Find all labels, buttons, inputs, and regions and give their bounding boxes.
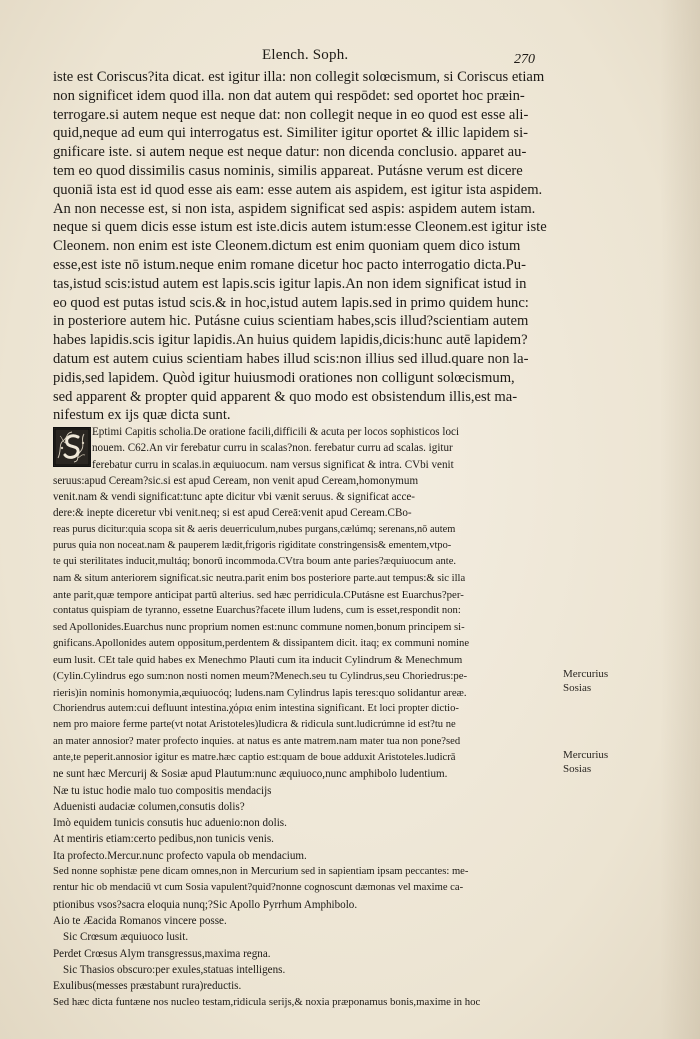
margin-note-line: Mercurius: [563, 668, 609, 680]
scholia-line: Sed nonne sophistæ pene dicam omnes,non in Mercurium sed in sapientiam ipsam peccantes: me-: [53, 866, 469, 878]
scholia-line: ante,te peperit.annosior igitur es matre.hæc captio est:quam de boue adduxit Aristoteles.ludicrā: [53, 751, 456, 763]
scholia-line: venit.nam & vendi significat:tunc apte dicitur vbi vænit seruus. & significat acce-: [53, 491, 415, 504]
main-text-line: pidis,sed lapidem. Quòd igitur huiusmodi orationes non colligunt solœcismum,: [53, 369, 515, 386]
scholia-line: contatus quispiam de tyranno, essetne Euarchus?facete illum ludens, cum is esset,respondit non:: [53, 605, 461, 617]
margin-note-line: Sosias: [563, 763, 592, 775]
main-text-line: quoniā ista est id quod esse ais eam: esse autem ais aspidem, est igitur ista aspidem.: [53, 181, 543, 198]
scholia-line: ne sunt hæc Mercurij & Sosiæ apud Plautum:nunc æquiuoco,nunc amphibolo ludentium.: [53, 768, 448, 781]
main-text-line: Cleonem. non enim est iste Cleonem.dictum est enim quoniam quem dico istum: [53, 238, 521, 255]
scholia-line: gnificans.Apollonides autem oppositum,perdentem & dissipantem dicit. itaq; ex communi nomine: [53, 637, 470, 649]
verse-line: Imò equidem tunicis consutis huc aduenio:non dolis.: [53, 817, 287, 830]
scholia-line: nouem. C62.An vir ferebatur curru in scalas?non. ferebatur curru ad scalas. igitur: [92, 442, 453, 455]
main-text-line: eo quod est putas istud scis.& in hoc,istud autem lapis.sed in primo quidem hunc:: [53, 294, 529, 311]
scholia-block: [53, 424, 558, 1011]
scholia-line: rieris)in nominis homonymia,æquiuocóq; ludens.nam Cylindrus lapis teres:quo solidantur areæ.: [53, 686, 467, 699]
folio-number: 270: [514, 52, 535, 67]
scholia-line: Sed hæc dicta funtæne nos nucleo testam,ridicula serijs,& noxia præponamus bonis,maxime in hoc: [53, 996, 481, 1009]
oracle-line: Exulibus(messes præstabunt rura)reductis.: [53, 980, 242, 993]
main-text-line: datum est autem cuius scientiam habes illud scis:non illius sed illud.quare non la-: [53, 350, 529, 367]
scholia-line: Choriendrus autem:cui defluunt intestina.χόρια enim intestina significant. Et loci propter dictio-: [53, 703, 459, 715]
oracle-line: Sic Thasios obscuro:per exules,statuas intelligens.: [63, 963, 286, 976]
page-edge-shadow: [660, 0, 700, 1039]
main-text-line: non significet idem quod illa. non dat autem qui respōdet: sed oportet hoc præin-: [53, 87, 525, 104]
main-text-line: terrogare.si autem neque est neque dat: non collegit neque in eo quod est esse ali-: [53, 106, 529, 123]
scholia-line: rentur hic ob mendaciū vt cum Sosia vapulent?quid?nonne cognoscunt dæmonas vel maxime ca-: [53, 882, 464, 894]
verse-line: Ita profecto.Mercur.nunc profecto vapula ob mendacium.: [53, 849, 307, 862]
main-text-line: An non necesse est, si non ista, aspidem significat sed aspis: aspidem autem istam.: [53, 200, 536, 217]
margin-note-line: Mercurius: [563, 749, 609, 761]
main-text-line: sed apparent & propter quid apparent & quo modo est obsistendum illis,est ma-: [53, 388, 518, 405]
verse-line: At mentiris etiam:certo pedibus,non tunicis venis.: [53, 833, 274, 846]
scholia-line: nem pro maiore ferme parte(vt notat Aristoteles)ludicra & ridicula sunt.ludicrúmne id est?tu ne: [53, 719, 456, 731]
scholia-line: eum lusit. CEt tale quid habes ex Menechmo Plauti cum ita inducit Cylindrum & Menechmum: [53, 654, 463, 667]
scholia-line: reas purus dicitur:quia scopa sit & aeris deuerriculum,nubes purgans,cælúmq; serenans,nō autem: [53, 523, 456, 535]
scholia-line: nam & situm anteriorem significat.sic neutra.parit enim bos posteriore parte.aut tempus:& sic illa: [53, 572, 466, 584]
scholia-line: ptionibus vsos?sacra eloquia nunq;?Sic Apollo Pyrrhum Amphibolo.: [53, 898, 358, 911]
scholia-line: te qui sterilitates inducit,multáq; bonorū incommoda.CVtra boum ante paries?æquiuocum ante.: [53, 556, 457, 568]
scholia-line: Eptimi Capitis scholia.De oratione facili,difficili & acuta per locos sophisticos loci: [92, 426, 460, 438]
oracle-line: Perdet Crœsus Alym transgressus,maxima regna.: [53, 947, 271, 960]
main-text-line: nifestum ex ijs quæ dicta sunt.: [53, 407, 231, 424]
scholia-line: (Cylin.Cylindrus ego sum:non nosti nomen meum?Menech.seu tu Cylindrus,seu Choriedrus:pe-: [53, 670, 468, 683]
main-text-line: tas,istud scis:istud autem est lapis.scis igitur lapis.An non idem significat istud in: [53, 275, 527, 292]
oracle-line: Aio te Æacida Romanos vincere posse.: [53, 914, 227, 927]
main-text-line: quid,neque ad eum qui interrogatus est. Similiter igitur oportet & illic lapidem si-: [53, 125, 529, 142]
main-text-block: [53, 68, 545, 425]
verse-line: Næ tu istuc hodie malo tuo compositis mendacijs: [53, 784, 272, 797]
oracle-line: Sic Crœsum æquiuoco lusit.: [63, 931, 189, 944]
running-title: Elench. Soph.: [262, 47, 349, 63]
margin-note: [563, 667, 608, 695]
scholia-line: purus quia non noceat.nam & pauperem lædit,frigoris rigiditate constringensis& ementem,vtpo-: [53, 540, 452, 552]
verse-line: Aduenisti audaciæ columen,consutis dolis?: [53, 800, 245, 813]
margin-note-line: Sosias: [563, 682, 592, 694]
scholia-line: ante parit,quæ tempore anticipat partū alterius. sed hæc perridicula.CPutásne est Euarchus?per-: [53, 588, 464, 601]
scholia-line: seruus:apud Ceream?sic.si est apud Ceream, non venit apud Ceream,homonymum: [53, 474, 419, 487]
scholia-line: dere:& inepte diceretur vbi venit.neq; si est apud Cereā:venit apud Ceream.CBo-: [53, 507, 412, 520]
main-text-line: habes lapidis.scis igitur lapidis.An huius quidem lapidis,dicis:hunc autē lapidem?: [53, 332, 528, 349]
main-text-line: neque si quem dicis esse istum est iste.dicis autem istum:esse Cleonem.est igitur iste: [53, 219, 547, 236]
main-text-line: in posteriore autem hic. Putásne cuius scientiam habes,scis illud?scientiam autem: [53, 313, 529, 330]
scholia-line: sed Apollonides.Euarchus nunc proprium nomen est:nunc commune nomen,bonum principem si-: [53, 621, 465, 633]
main-text-line: tem eo quod dissimilis casus nominis, similis appareat. Putásne verum est dicere: [53, 162, 523, 179]
margin-note: [563, 748, 608, 776]
scholia-line: an mater annosior? mater profecto inquies. at natus es ante matrem.nam mater tua non pone?sed: [53, 735, 461, 747]
main-text-line: esse,est iste nō istum.neque enim romane dicetur hoc pacto interrogatio dicta.Pu-: [53, 256, 526, 273]
main-text-line: iste est Coriscus?ita dicat. est igitur illa: non collegit solœcismum, si Coriscus etiam: [53, 69, 545, 85]
scholia-line: ferebatur curru in scalas.in æquiuocum. nam versus significat & intra. CVbi venit: [92, 458, 454, 471]
main-text-line: gnificare iste. si autem neque est neque datur: non dicenda conclusio. apparet au-: [53, 144, 527, 161]
